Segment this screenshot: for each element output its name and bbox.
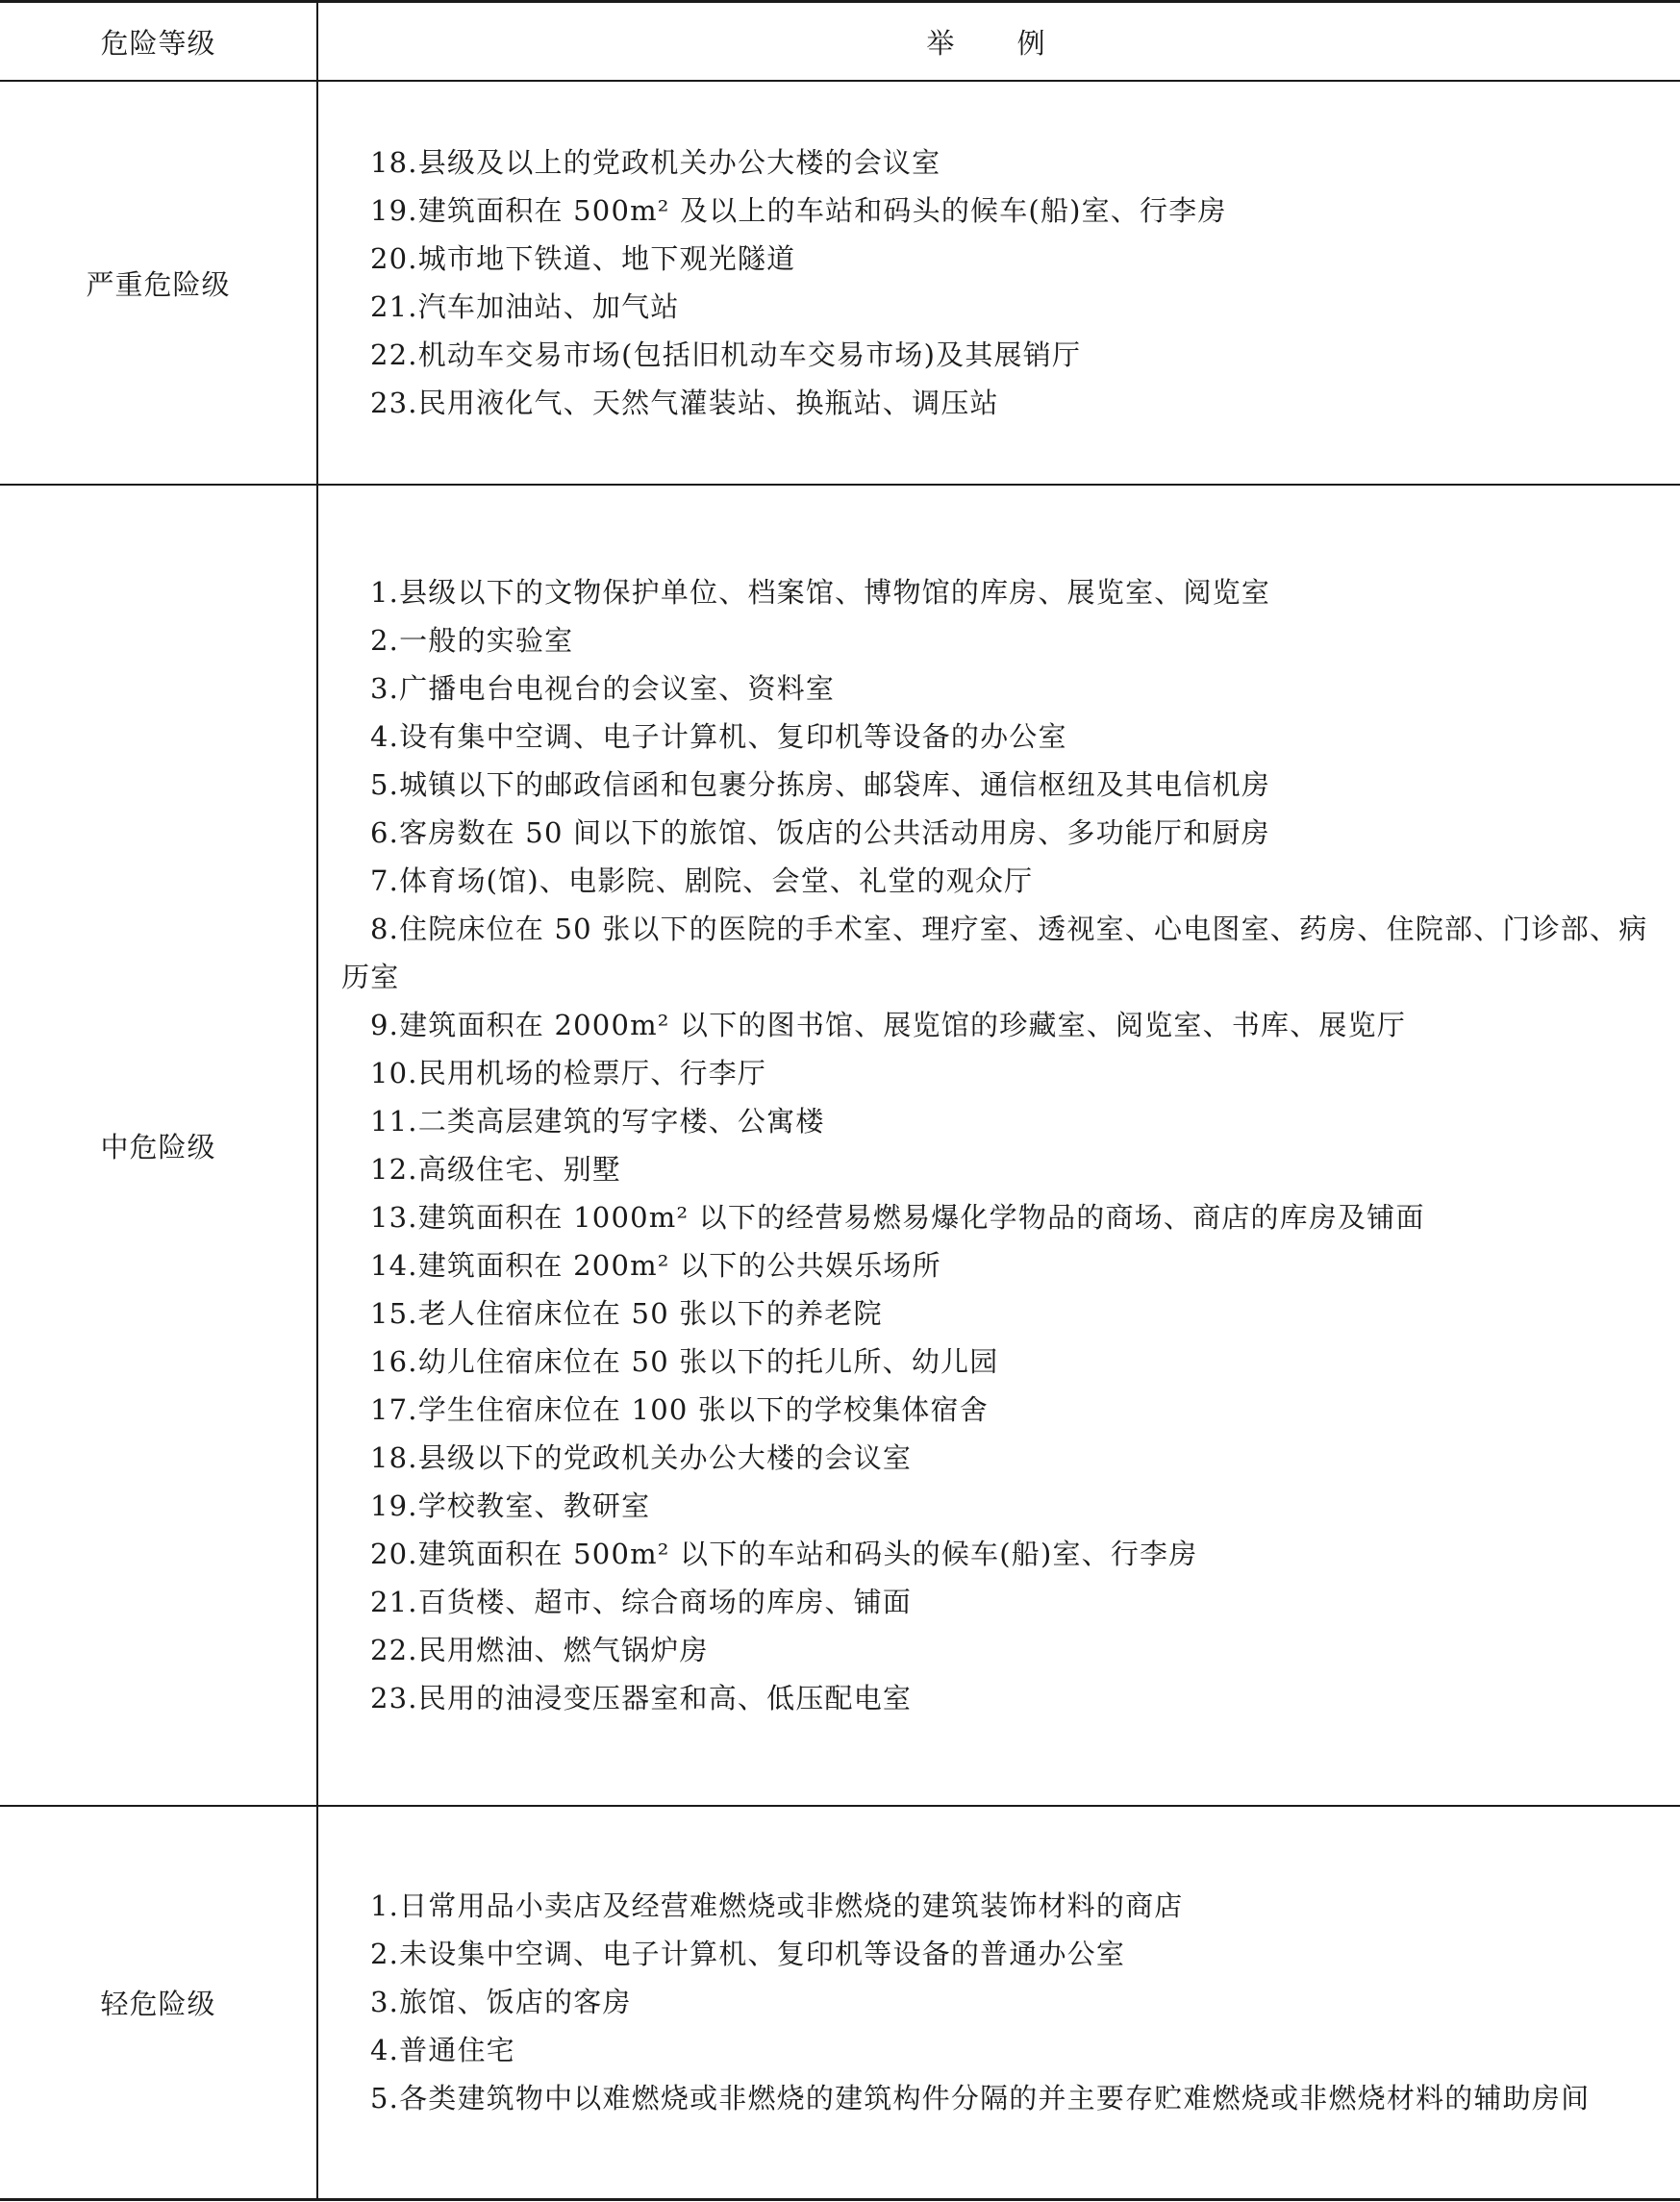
list-item: 18.县级以下的党政机关办公大楼的会议室 xyxy=(370,1441,913,1474)
table-row-light xyxy=(0,1806,1680,2199)
list-item: 22.机动车交易市场(包括旧机动车交易市场)及其展销厅 xyxy=(370,338,1082,371)
list-item: 19.建筑面积在 500m² 及以上的车站和码头的候车(船)室、行李房 xyxy=(370,194,1227,227)
list-item: 22.民用燃油、燃气锅炉房 xyxy=(370,1634,709,1666)
table-header-row xyxy=(0,2,1680,82)
list-item: 18.县级及以上的党政机关办公大楼的会议室 xyxy=(370,146,941,179)
list-item: 6.客房数在 50 间以下的旅馆、饭店的公共活动用房、多功能厅和厨房 xyxy=(370,816,1270,849)
header-examples-label: 举 例 xyxy=(926,26,1072,60)
examples-list xyxy=(318,568,1680,1722)
examples-list xyxy=(318,138,1680,427)
list-item: 23.民用液化气、天然气灌装站、换瓶站、调压站 xyxy=(370,387,999,419)
list-item: 5.城镇以下的邮政信函和包裹分拣房、邮袋库、通信枢纽及其电信机房 xyxy=(370,768,1271,801)
list-item: 15.老人住宿床位在 50 张以下的养老院 xyxy=(370,1297,883,1330)
header-examples-cell xyxy=(317,2,1680,82)
examples-cell-medium xyxy=(317,485,1680,1806)
list-item: 3.旅馆、饭店的客房 xyxy=(370,1986,632,2019)
header-level-cell: 危险等级 xyxy=(0,2,317,82)
list-item: 19.学校教室、教研室 xyxy=(370,1489,651,1522)
list-item: 14.建筑面积在 200m² 以下的公共娱乐场所 xyxy=(370,1249,941,1282)
list-item: 4.普通住宅 xyxy=(370,2034,515,2067)
examples-list xyxy=(318,1882,1680,2122)
list-item: 20.建筑面积在 500m² 以下的车站和码头的候车(船)室、行李房 xyxy=(370,1538,1198,1570)
list-item: 23.民用的油浸变压器室和高、低压配电室 xyxy=(370,1682,913,1714)
list-item: 2.一般的实验室 xyxy=(370,624,574,657)
examples-cell-severe xyxy=(317,81,1680,485)
list-item: 4.设有集中空调、电子计算机、复印机等设备的办公室 xyxy=(370,720,1067,753)
list-item: 5.各类建筑物中以难燃烧或非燃烧的建筑构件分隔的并主要存贮难燃烧或非燃烧材料的辅助房间 xyxy=(370,2082,1591,2115)
list-item: 10.民用机场的检票厅、行李厅 xyxy=(370,1057,767,1089)
level-cell-medium: 中危险级 xyxy=(0,485,317,1806)
list-item: 7.体育场(馆)、电影院、剧院、会堂、礼堂的观众厅 xyxy=(370,864,1034,897)
list-item: 21.百货楼、超市、综合商场的库房、铺面 xyxy=(370,1586,913,1618)
list-item: 1.县级以下的文物保护单位、档案馆、博物馆的库房、展览室、阅览室 xyxy=(370,576,1271,609)
list-item: 21.汽车加油站、加气站 xyxy=(370,290,680,323)
level-cell-light: 轻危险级 xyxy=(0,1806,317,2199)
list-item: 11.二类高层建筑的写字楼、公寓楼 xyxy=(370,1105,825,1138)
list-item: 8.住院床位在 50 张以下的医院的手术室、理疗室、透视室、心电图室、药房、住院部、门诊部、病历室 xyxy=(341,913,1648,993)
list-item: 17.学生住宿床位在 100 张以下的学校集体宿舍 xyxy=(370,1393,989,1426)
list-item: 3.广播电台电视台的会议室、资料室 xyxy=(370,672,836,705)
list-item: 1.日常用品小卖店及经营难燃烧或非燃烧的建筑装饰材料的商店 xyxy=(370,1889,1184,1923)
list-item: 2.未设集中空调、电子计算机、复印机等设备的普通办公室 xyxy=(370,1938,1126,1971)
table-row-medium xyxy=(0,485,1680,1806)
list-item: 16.幼儿住宿床位在 50 张以下的托儿所、幼儿园 xyxy=(370,1345,999,1378)
list-item: 9.建筑面积在 2000m² 以下的图书馆、展览馆的珍藏室、阅览室、书库、展览厅 xyxy=(370,1009,1407,1041)
level-cell-severe: 严重危险级 xyxy=(0,81,317,485)
examples-cell-light xyxy=(317,1806,1680,2199)
list-item: 20.城市地下铁道、地下观光隧道 xyxy=(370,242,796,275)
table-row-severe xyxy=(0,81,1680,485)
list-item: 12.高级住宅、别墅 xyxy=(370,1153,622,1186)
list-item: 13.建筑面积在 1000m² 以下的经营易燃易爆化学物品的商场、商店的库房及铺面 xyxy=(370,1201,1425,1234)
